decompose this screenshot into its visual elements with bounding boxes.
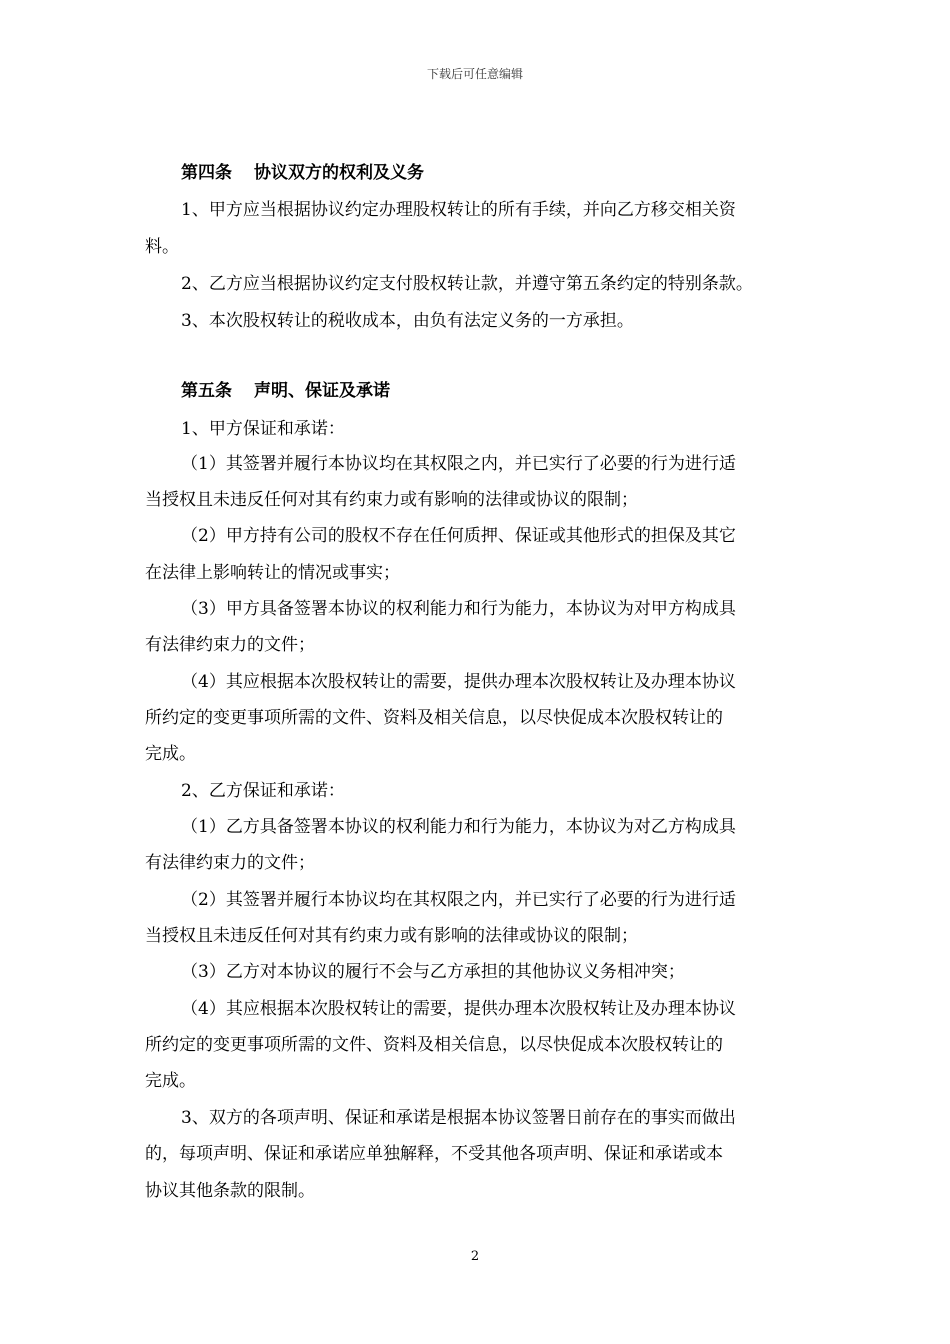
section5-line-17: （4）其应根据本次股权转让的需要，提供办理本次股权转让及办理本协议 — [181, 999, 736, 1019]
section5-line-9: 所约定的变更事项所需的文件、资料及相关信息，以尽快促成本次股权转让的 — [145, 708, 723, 728]
section5-line-10: 完成。 — [145, 744, 196, 764]
page-header: 下载后可任意编辑 — [426, 67, 523, 81]
section5-line-6: （3）甲方具备签署本协议的权利能力和行为能力，本协议为对甲方构成具 — [181, 599, 736, 619]
section5-line-12: （1）乙方具备签署本协议的权利能力和行为能力，本协议为对乙方构成具 — [181, 817, 736, 837]
section4-number: 第四条 — [181, 163, 232, 183]
section5-heading — [181, 380, 390, 402]
section5-line-11: 2、乙方保证和承诺： — [181, 781, 345, 801]
section5-line-7: 有法律约束力的文件； — [145, 635, 315, 655]
section4-line-3: 2、乙方应当根据协议约定支付股权转让款，并遵守第五条约定的特别条款。 — [181, 274, 753, 294]
section5-line-21: 的，每项声明、保证和承诺应单独解释，不受其他各项声明、保证和承诺或本 — [145, 1144, 723, 1164]
section5-line-5: 在法律上影响转让的情况或事实； — [145, 563, 400, 583]
section5-title: 声明、保证及承诺 — [254, 381, 390, 401]
section5-line-13: 有法律约束力的文件； — [145, 853, 315, 873]
section5-line-14: （2）其签署并履行本协议均在其权限之内，并已实行了必要的行为进行适 — [181, 890, 736, 910]
section5-number: 第五条 — [181, 381, 232, 401]
section5-line-1: 1、甲方保证和承诺： — [181, 419, 345, 439]
section5-line-15: 当授权且未违反任何对其有约束力或有影响的法律或协议的限制； — [145, 926, 638, 946]
section4-heading — [181, 162, 424, 184]
section5-line-22: 协议其他条款的限制。 — [145, 1181, 315, 1201]
section4-line-2: 料。 — [145, 237, 179, 257]
section5-line-16: （3）乙方对本协议的履行不会与乙方承担的其他协议义务相冲突； — [181, 962, 685, 982]
section5-line-3: 当授权且未违反任何对其有约束力或有影响的法律或协议的限制； — [145, 490, 638, 510]
section5-line-8: （4）其应根据本次股权转让的需要，提供办理本次股权转让及办理本协议 — [181, 672, 736, 692]
page-number: 2 — [470, 1249, 480, 1264]
section4-line-1: 1、甲方应当根据协议约定办理股权转让的所有手续，并向乙方移交相关资 — [181, 200, 736, 220]
section5-line-4: （2）甲方持有公司的股权不存在任何质押、保证或其他形式的担保及其它 — [181, 526, 736, 546]
section5-line-18: 所约定的变更事项所需的文件、资料及相关信息，以尽快促成本次股权转让的 — [145, 1035, 723, 1055]
section4-title: 协议双方的权利及义务 — [254, 163, 424, 183]
section5-line-20: 3、双方的各项声明、保证和承诺是根据本协议签署日前存在的事实而做出 — [181, 1108, 736, 1128]
section5-line-19: 完成。 — [145, 1071, 196, 1091]
section4-line-4: 3、本次股权转让的税收成本，由负有法定义务的一方承担。 — [181, 311, 634, 331]
section5-line-2: （1）其签署并履行本协议均在其权限之内，并已实行了必要的行为进行适 — [181, 454, 736, 474]
